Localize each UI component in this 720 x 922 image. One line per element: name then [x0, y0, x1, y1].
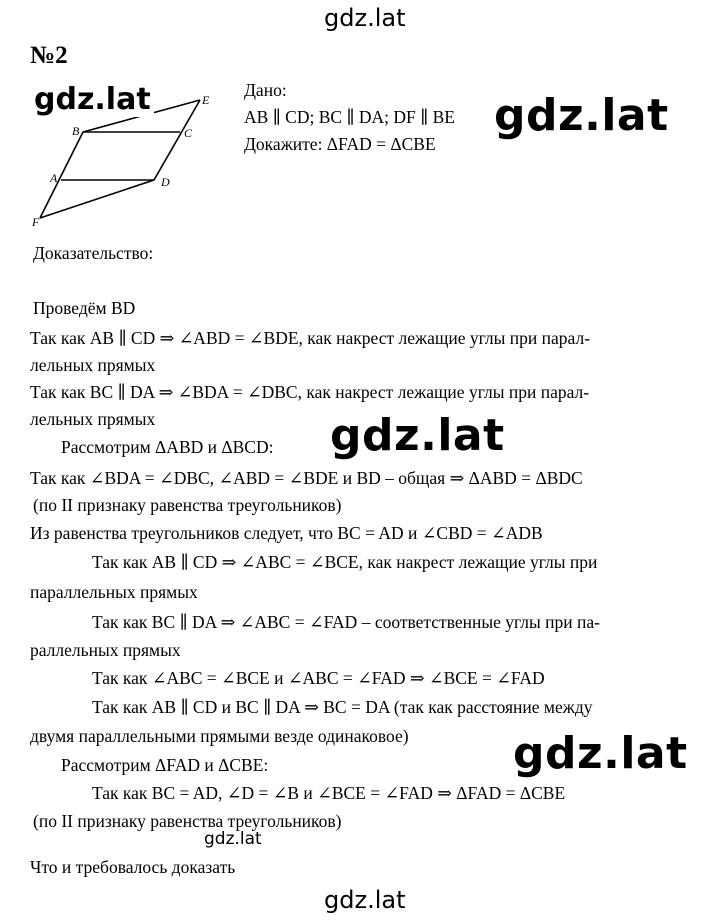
proof-line: Так как BC = AD, ∠D = ∠B и ∠BCE = ∠FAD ⇒ ΔFAD = ΔCBE — [92, 783, 566, 803]
segment-FD — [40, 180, 154, 218]
proof-line: Проведём BD — [33, 298, 136, 318]
label-C: C — [184, 126, 193, 140]
proof-line: (по II признаку равенства треугольников) — [33, 495, 342, 515]
label-B: B — [72, 124, 80, 138]
watermark-figure: gdz.lat — [34, 82, 154, 117]
watermark-small: gdz.lat — [204, 829, 262, 849]
proof-line: Рассмотрим ΔFAD и ΔCBE: — [61, 755, 269, 775]
proof-line: Так как AB ∥ CD ⇒ ∠ABC = ∠BCE, как накрест лежащие углы при — [92, 552, 598, 572]
given-heading: Дано: — [244, 80, 287, 100]
watermark-top: gdz.lat — [324, 4, 406, 32]
proof-heading: Доказательство: — [33, 243, 154, 263]
proof-line: раллельных прямых — [30, 640, 181, 660]
proof-line: Из равенства треугольников следует, что BC = AD и ∠CBD = ∠ADB — [30, 523, 543, 543]
label-D: D — [161, 175, 170, 189]
label-A: A — [50, 171, 58, 185]
proof-line: Так как BC ∥ DA ⇒ ∠ABC = ∠FAD – соответственные углы при па- — [92, 612, 600, 632]
proof-line: лельных прямых — [30, 355, 156, 375]
proof-line: Так как AB ∥ CD ⇒ ∠ABD = ∠BDE, как накрест лежащие углы при парал- — [30, 328, 591, 348]
watermark-bottom: gdz.lat — [324, 886, 406, 914]
proof-line: Так как ∠ABC = ∠BCE и ∠ABC = ∠FAD ⇒ ∠BCE = ∠FAD — [92, 668, 545, 688]
proof-line: (по II признаку равенства треугольников) — [33, 811, 342, 831]
given-prove: Докажите: ΔFAD = ΔCBE — [244, 134, 436, 154]
label-E: E — [202, 93, 210, 107]
given-conditions: AB ∥ CD; BC ∥ DA; DF ∥ BE — [244, 107, 455, 127]
watermark-middle: gdz.lat — [330, 410, 505, 461]
watermark-given: gdz.lat — [494, 90, 669, 141]
proof-line: параллельных прямых — [30, 582, 198, 602]
segment-ED — [154, 100, 200, 180]
proof-line: двумя параллельными прямыми везде одинаковое) — [30, 726, 409, 746]
proof-line: Так как BC ∥ DA ⇒ ∠BDA = ∠DBC, как накрест лежащие углы при парал- — [30, 382, 590, 402]
problem-number: №2 — [30, 42, 68, 69]
proof-line: лельных прямых — [30, 409, 156, 429]
proof-line: Так как AB ∥ CD и BC ∥ DA ⇒ BC = DA (так как расстояние между — [92, 697, 593, 717]
label-F: F — [32, 215, 40, 229]
proof-conclusion: Что и требовалось доказать — [30, 857, 236, 877]
watermark-right: gdz.lat — [513, 728, 688, 779]
proof-line: Так как ∠BDA = ∠DBC, ∠ABD = ∠BDE и BD – общая ⇒ ΔABD = ΔBDC — [30, 468, 583, 488]
proof-line: Рассмотрим ΔABD и ΔBCD: — [61, 437, 274, 457]
